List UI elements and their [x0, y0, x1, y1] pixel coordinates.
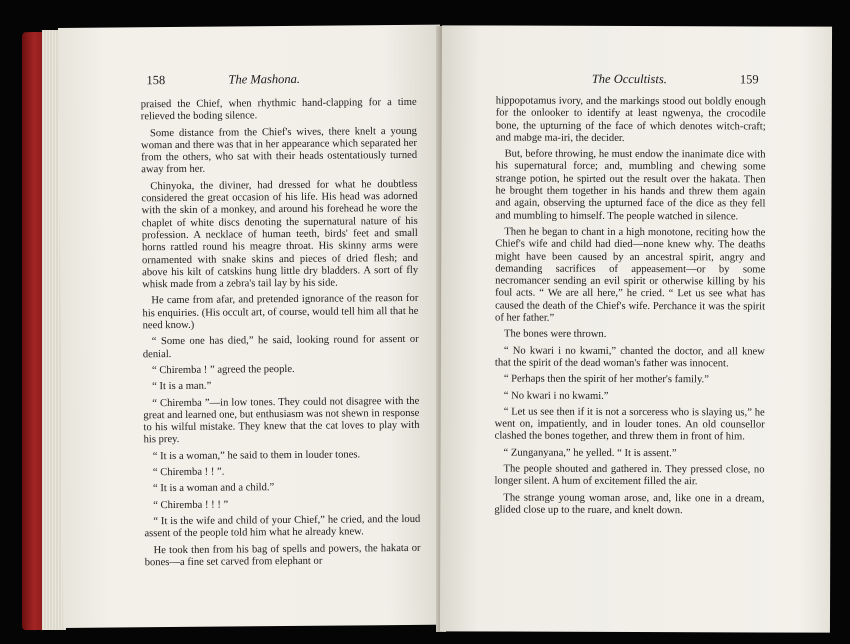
paragraph: He came from afar, and pretended ignorance of the reason for his enquiries. (His occult art, of course, would tell him all that he need know.)	[142, 293, 419, 332]
paragraph: Then he began to chant in a high monotone, reciting how the Chief's wife and child had died—none knew why. The deaths might have been caused by an ancestral spirit, angry and demanding sacrifices of appeasement—or by some necromancer sending an evil spirit or otherwise killing by his foul acts. “ We are all here,” he cried. “ Let us see what has caused the death of the Chief's wife. Perchance it was the spirit of her father.”	[495, 226, 766, 324]
paragraph: The strange young woman arose, and, like one in a dream, glided close up to the ruare, and knelt down.	[494, 492, 765, 517]
paragraph: “ It is a woman,” he said to them in louder tones.	[152, 449, 361, 462]
paragraph: praised the Chief, when rhythmic hand-clapping for a time relieved the boding silence.	[140, 96, 417, 123]
right-page-header	[442, 71, 832, 90]
paragraph: “ Chiremba ! ! ”.	[152, 466, 225, 479]
paragraph: “ Chiremba ! ! ! ”	[153, 499, 229, 511]
paragraph: “ It is the wife and child of your Chief,” he cried, and the loud assent of the people told him what he already knew.	[144, 513, 421, 540]
page-number: 159	[739, 72, 759, 87]
paragraph: “ Let us see then if it is not a sorceress who is slaying us,” he went on, impatiently, and in louder tones. An old counsellor clashed the bones together, and threw them in front of him.	[494, 406, 765, 443]
running-title: The Occultists.	[591, 71, 667, 87]
right-page-body	[494, 96, 765, 522]
paragraph: The people shouted and gathered in. They pressed close, no longer silent. A hum of excitement filled the air.	[494, 463, 765, 488]
paragraph: Chinyoka, the diviner, had dressed for what he doubtless considered the great occasion of his life. His head was adorned with the skin of a monkey, and around his forehead he wore the chaplet of white discs denoting the supernatural nature of his profession. A necklace of human teeth, birds' feet and small horns rattled round his meagre throat. His skinny arms were ornamented with snake skins and pieces of dried flesh; and above his kilt of catskins hung little dry bladders. A sort of fly whisk made from a zebra's tail lay by his side.	[141, 178, 419, 291]
left-page-body	[141, 97, 421, 573]
open-book	[18, 18, 836, 638]
page-number: 158	[146, 73, 166, 88]
paragraph: hippopotamus ivory, and the markings stood out boldly enough for the onlooker to identify at least ngwenya, the crocodile bone, the upturning of the face of which denotes witch-craft; and mabge ma-iri, the decider.	[495, 95, 766, 144]
right-page	[440, 25, 832, 632]
paragraph: But, before throwing, he must endow the inanimate dice with his supernatural force; and, mumbling and chewing some strange potion, he spirted out the result over the hakata. Then he brought them together in his hands and threw them again and again, observing the upturned face of the dice as they fell and mumbling to himself. The people watched in silence.	[495, 148, 766, 223]
paragraph: “ Chiremba ! ” agreed the people.	[151, 363, 295, 377]
paragraph: “ Chiremba ”—in low tones. They could not disagree with the great and learned one, but enthusiasm was not shewn in response to his wilful mistake. They knew that the cat loves to play with his prey.	[143, 395, 420, 446]
running-title: The Mashona.	[228, 71, 301, 87]
paragraph: The bones were thrown.	[503, 328, 607, 341]
paragraph: “ It is a man.”	[152, 380, 212, 393]
paragraph: “ Some one has died,” he said, looking round for assent or denial.	[142, 334, 419, 360]
paragraph: “ It is a woman and a child.”	[152, 482, 275, 495]
left-page-header	[58, 71, 440, 92]
paragraph: “ No kwari i no kwami,” chanted the doctor, and all knew that the spirit of the dead woman's father was innocent.	[494, 345, 765, 370]
paragraph: “ Perhaps then the spirit of her mother's family.”	[503, 373, 709, 386]
left-page	[58, 25, 445, 628]
paragraph: “ No kwari i no kwami.”	[503, 390, 609, 402]
paragraph: He took then from his bag of spells and powers, the hakata or bones—a fine set carved from elephant or	[144, 542, 421, 569]
paragraph: Some distance from the Chief's wives, there knelt a young woman and there was that in her appearance which separated her from the others, who sat with their heads ostentatiously turned away from her.	[140, 125, 418, 176]
paragraph: “ Zunganyana,” he yelled. “ It is assent.”	[503, 447, 677, 459]
